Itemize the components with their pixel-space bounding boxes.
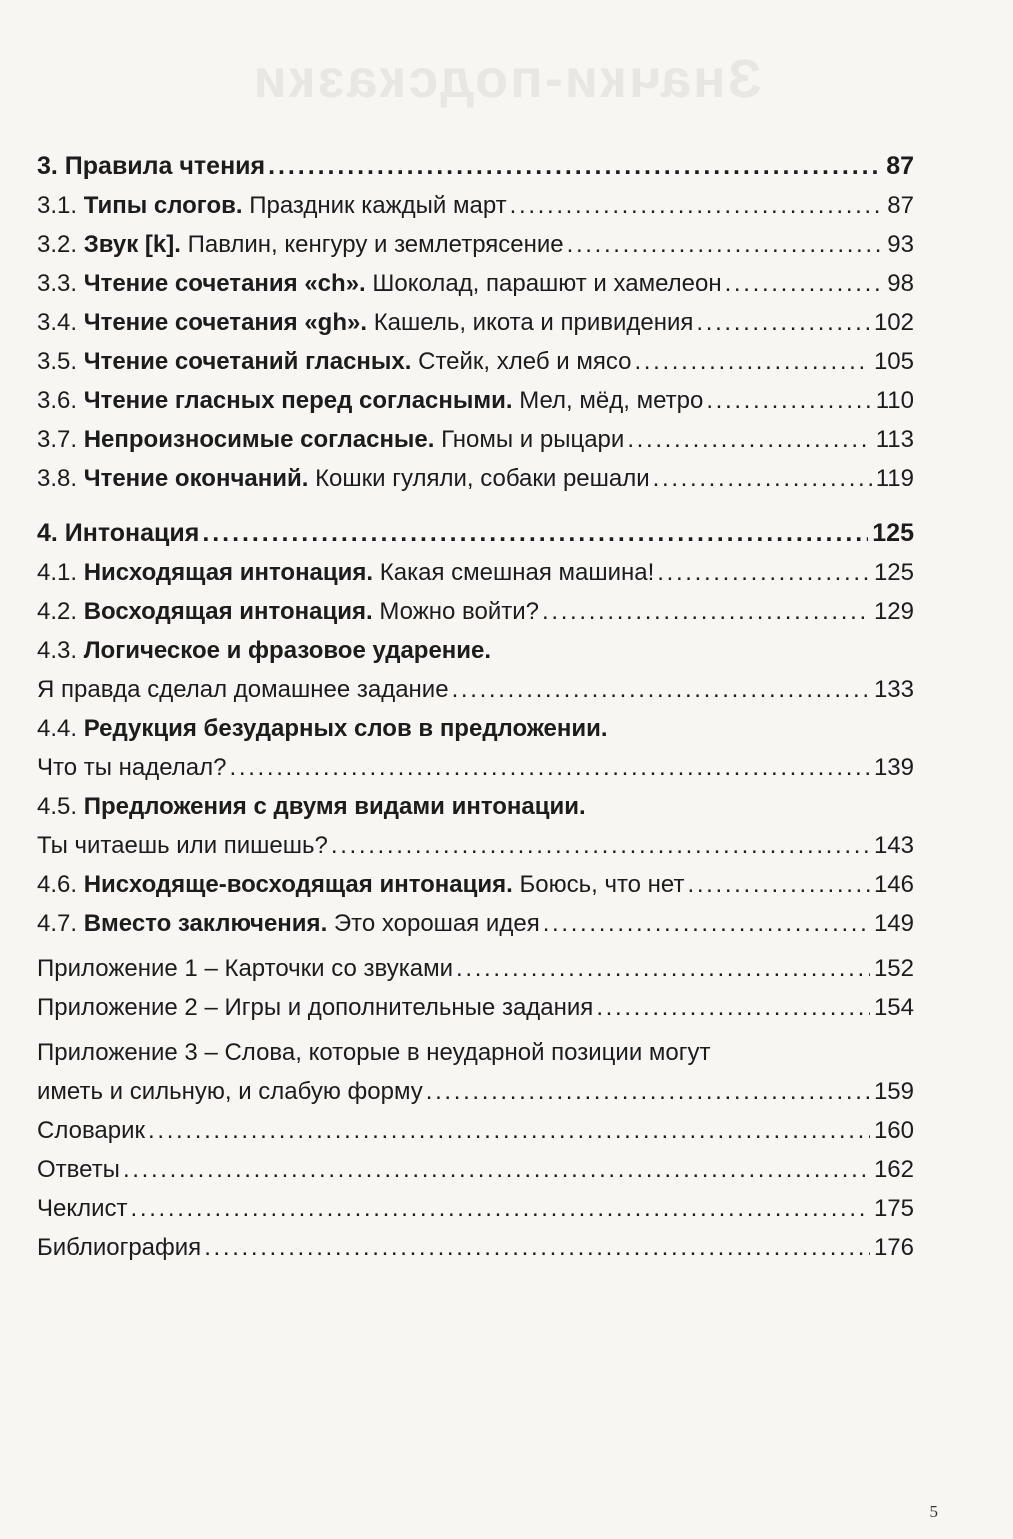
item-number: 3.8.: [37, 465, 78, 492]
item-subtitle: Праздник каждый март: [249, 192, 507, 219]
toc-appendix-1[interactable]: [37, 949, 914, 988]
item-number: 4.7.: [37, 910, 78, 937]
leader-dots: [725, 264, 884, 303]
page-ref: 125: [873, 559, 914, 586]
item-title: Восходящая интонация.: [83, 598, 373, 625]
item-subtitle: Гномы и рыцари: [441, 426, 625, 453]
toc-item-4-7[interactable]: [37, 904, 914, 943]
leader-dots: [627, 420, 871, 459]
item-subtitle: Кошки гуляли, собаки решали: [315, 465, 650, 492]
item-number: 3.4.: [37, 309, 78, 336]
leader-dots: [268, 147, 882, 186]
page-ref: 119: [875, 465, 914, 492]
item-number: 4.3.: [37, 637, 78, 664]
item-subtitle: Мел, мёд, метро: [519, 387, 704, 414]
appendix-label: Приложение 2 – Игры и дополнительные задания: [37, 994, 594, 1021]
toc-item-4-5[interactable]: [37, 787, 914, 826]
toc-item-4-6[interactable]: [37, 865, 914, 904]
page-ref: 98: [887, 270, 914, 297]
page-ref: 102: [873, 309, 914, 336]
item-title: Логическое и фразовое ударение.: [83, 637, 492, 664]
item-title: Непроизносимые согласные.: [83, 426, 435, 453]
item-title: Редукция безударных слов в предложении.: [83, 715, 608, 742]
leader-dots: [510, 186, 884, 225]
page-ref: 149: [873, 910, 914, 937]
item-subtitle: Что ты наделал?: [37, 754, 227, 781]
leader-dots: [542, 592, 870, 631]
toc-item-3-8[interactable]: [37, 459, 914, 498]
toc-item-4-5-cont[interactable]: [37, 826, 914, 865]
leader-dots: [543, 904, 870, 943]
page-ref: 129: [873, 598, 914, 625]
page-ref: 110: [875, 387, 914, 414]
leader-dots: [452, 670, 870, 709]
toc-item-4-3[interactable]: [37, 631, 914, 670]
item-title: Чтение гласных перед согласными.: [83, 387, 513, 414]
leader-dots: [634, 342, 870, 381]
leader-dots: [123, 1150, 870, 1189]
item-subtitle: Можно войти?: [379, 598, 540, 625]
leader-dots: [202, 514, 868, 553]
toc-item-3-3[interactable]: [37, 264, 914, 303]
table-of-contents: [37, 147, 914, 1267]
item-number: 4.5.: [37, 793, 78, 820]
page-ref: 133: [873, 676, 914, 703]
appendix-label-cont: иметь и сильную, и слабую форму: [37, 1078, 423, 1105]
item-title: Чтение окончаний.: [83, 465, 309, 492]
item-title: Вместо заключения.: [83, 910, 328, 937]
toc-item-3-5[interactable]: [37, 342, 914, 381]
back-matter-label: Ответы: [37, 1156, 120, 1183]
item-title: Нисходяще-восходящая интонация.: [83, 871, 513, 898]
section-title: 4. Интонация: [37, 519, 200, 547]
item-subtitle: Кашель, икота и привидения: [373, 309, 694, 336]
leader-dots: [687, 865, 869, 904]
leader-dots: [653, 459, 872, 498]
leader-dots: [456, 949, 870, 988]
page-ref: 152: [873, 955, 914, 982]
page-ref: 162: [873, 1156, 914, 1183]
item-number: 4.1.: [37, 559, 78, 586]
page-number: 5: [929, 1502, 938, 1521]
item-number: 3.6.: [37, 387, 78, 414]
item-subtitle: Стейк, хлеб и мясо: [418, 348, 632, 375]
page-ref: 113: [875, 426, 914, 453]
item-title: Чтение сочетаний гласных.: [83, 348, 412, 375]
item-number: 3.2.: [37, 231, 78, 258]
item-number: 4.2.: [37, 598, 78, 625]
section-title: 3. Правила чтения: [37, 152, 266, 180]
leader-dots: [567, 225, 884, 264]
toc-section-3[interactable]: [37, 147, 914, 186]
toc-item-4-4-cont[interactable]: [37, 748, 914, 787]
appendix-label: Приложение 3 – Слова, которые в неударной позиции могут: [37, 1039, 711, 1066]
toc-checklist[interactable]: [37, 1189, 914, 1228]
item-subtitle: Шоколад, парашют и хамелеон: [372, 270, 722, 297]
toc-item-3-4[interactable]: [37, 303, 914, 342]
leader-dots: [230, 748, 870, 787]
page-ref: 146: [873, 871, 914, 898]
leader-dots: [331, 826, 870, 865]
page-ref: 160: [873, 1117, 914, 1144]
item-number: 4.6.: [37, 871, 78, 898]
toc-item-4-1[interactable]: [37, 553, 914, 592]
page-ref: 154: [873, 994, 914, 1021]
toc-answers[interactable]: [37, 1150, 914, 1189]
page-ref: 87: [886, 152, 914, 180]
item-title: Нисходящая интонация.: [83, 559, 374, 586]
toc-item-4-2[interactable]: [37, 592, 914, 631]
item-subtitle: Боюсь, что нет: [519, 871, 685, 898]
toc-appendix-3[interactable]: [37, 1033, 914, 1072]
page-ref: 143: [873, 832, 914, 859]
item-number: 3.7.: [37, 426, 78, 453]
item-number: 3.3.: [37, 270, 78, 297]
toc-appendix-3-cont[interactable]: [37, 1072, 914, 1111]
toc-appendix-2[interactable]: [37, 988, 914, 1027]
item-title: Предложения с двумя видами интонации.: [83, 793, 586, 820]
leader-dots: [426, 1072, 870, 1111]
leader-dots: [706, 381, 871, 420]
back-matter-label: Словарик: [37, 1117, 146, 1144]
toc-item-3-2[interactable]: [37, 225, 914, 264]
toc-glossary[interactable]: [37, 1111, 914, 1150]
page-ref: 105: [873, 348, 914, 375]
toc-item-4-3-cont[interactable]: [37, 670, 914, 709]
leader-dots: [204, 1228, 870, 1267]
item-number: 3.1.: [37, 192, 78, 219]
toc-section-4[interactable]: [37, 514, 914, 553]
item-subtitle: Я правда сделал домашнее задание: [37, 676, 449, 703]
toc-item-3-1[interactable]: [37, 186, 914, 225]
toc-item-3-6[interactable]: [37, 381, 914, 420]
leader-dots: [657, 553, 870, 592]
leader-dots: [596, 988, 870, 1027]
appendix-label: Приложение 1 – Карточки со звуками: [37, 955, 454, 982]
item-subtitle: Это хорошая идея: [333, 910, 540, 937]
toc-item-4-4[interactable]: [37, 709, 914, 748]
page-ref: 139: [873, 754, 914, 781]
item-subtitle: Ты читаешь или пишешь?: [37, 832, 328, 859]
back-matter-label: Чеклист: [37, 1195, 128, 1222]
item-subtitle: Какая смешная машина!: [379, 559, 655, 586]
page-ref: 87: [887, 192, 914, 219]
back-matter-label: Библиография: [37, 1234, 202, 1261]
item-title: Типы слогов.: [83, 192, 243, 219]
page-heading-bleedthrough: Значки-подсказки: [251, 49, 762, 109]
toc-item-3-7[interactable]: [37, 420, 914, 459]
leader-dots: [131, 1189, 870, 1228]
page-ref: 93: [887, 231, 914, 258]
page-ref: 159: [873, 1078, 914, 1105]
page-ref: 125: [872, 519, 914, 547]
leader-dots: [696, 303, 870, 342]
item-subtitle: Павлин, кенгуру и землетрясение: [187, 231, 564, 258]
page-ref: 176: [873, 1234, 914, 1261]
page-ref: 175: [873, 1195, 914, 1222]
item-number: 3.5.: [37, 348, 78, 375]
item-title: Чтение сочетания «gh».: [83, 309, 368, 336]
leader-dots: [148, 1111, 870, 1150]
item-title: Звук [k].: [83, 231, 181, 258]
toc-bibliography[interactable]: [37, 1228, 914, 1267]
item-title: Чтение сочетания «ch».: [83, 270, 366, 297]
item-number: 4.4.: [37, 715, 78, 742]
